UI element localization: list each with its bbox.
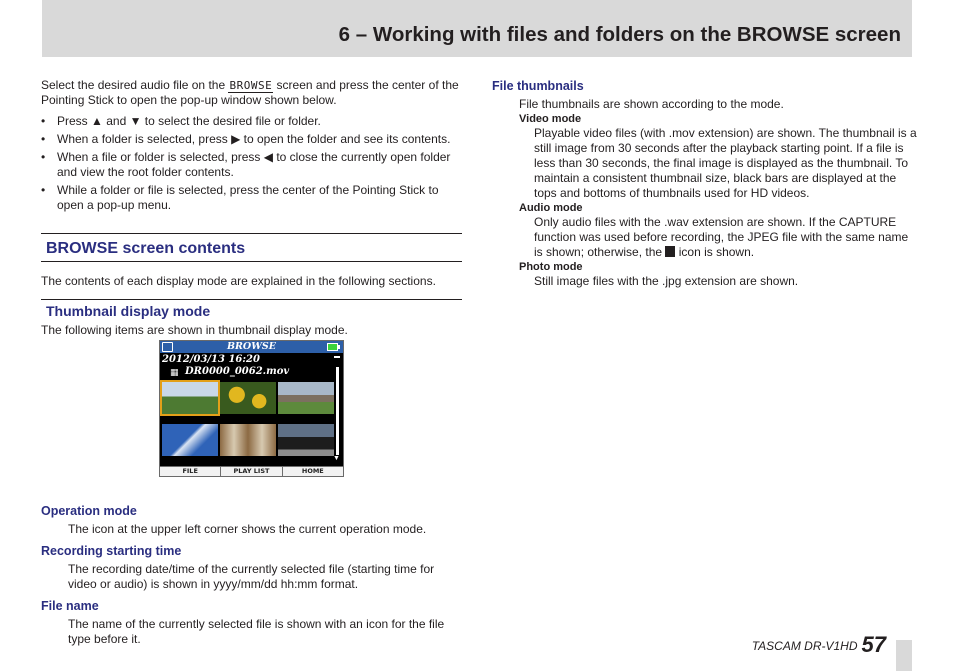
video-file-icon: ▦ xyxy=(170,367,179,377)
audio-mode-text: Only audio files with the .wav extension are shown. If the CAPTURE function was used before recording, the JPEG file with the same name is shown; otherwise, the icon is shown. xyxy=(534,215,909,259)
bullet-list xyxy=(41,114,462,213)
intro-paragraph: Select the desired audio file on the BROWSE screen and press the center of the Pointing Stick to open the pop-up window shown below. xyxy=(41,78,459,107)
operation-mode-text: The icon at the upper left corner shows the current operation mode. xyxy=(68,522,427,536)
scroll-top-marker xyxy=(334,356,340,358)
recording-date: 2012/03/13 16:20 xyxy=(162,354,260,365)
screen-title-bar xyxy=(160,341,343,353)
contents-paragraph: The contents of each display mode are explained in the following sections. xyxy=(41,274,436,288)
audio-file-icon xyxy=(665,246,675,257)
header-bar xyxy=(42,0,912,57)
list-item: • When a folder is selected, press ▶ to open the folder and see its contents. xyxy=(41,132,451,146)
list-item: • When a file or folder is selected, press ◀ to close the currently open folder and view the root folder contents. xyxy=(41,150,451,179)
file-thumbnails-intro: File thumbnails are shown according to the mode. xyxy=(519,97,784,111)
file-name-text: The name of the currently selected file is shown with an icon for the file type before it. xyxy=(68,617,445,646)
thumbnail-mode-heading: Thumbnail display mode xyxy=(41,299,462,320)
browse-contents-heading: BROWSE screen contents xyxy=(41,233,462,262)
battery-icon xyxy=(327,343,338,351)
home-button[interactable]: HOME xyxy=(283,467,343,476)
audio-mode-heading: Audio mode xyxy=(519,202,583,214)
photo-mode-heading: Photo mode xyxy=(519,261,583,273)
scrollbar[interactable] xyxy=(336,367,339,455)
file-name-heading: File name xyxy=(41,599,99,613)
selected-filename: DR0000_0062.mov xyxy=(185,366,290,377)
lcd-browse-label: BROWSE xyxy=(229,79,273,92)
list-item: • Press ▲ and ▼ to select the desired file or folder. xyxy=(41,114,321,128)
thumbnail-mode-paragraph: The following items are shown in thumbnail display mode. xyxy=(41,323,348,337)
thumbnail-car-street[interactable] xyxy=(278,424,334,456)
thumbnail-blue-sky[interactable] xyxy=(162,424,218,456)
thumbnail-building-lawn[interactable] xyxy=(278,382,334,414)
photo-mode-text: Still image files with the .jpg extension are shown. xyxy=(534,274,799,288)
thumbnail-group-people[interactable] xyxy=(220,424,276,456)
file-button[interactable]: FILE xyxy=(160,467,220,476)
recording-time-heading: Recording starting time xyxy=(41,544,182,558)
page-number: 57 xyxy=(861,632,886,657)
footer xyxy=(752,632,886,659)
file-thumbnails-heading: File thumbnails xyxy=(492,79,584,93)
footer-tab xyxy=(896,640,912,671)
browse-screen-illustration xyxy=(159,340,344,477)
screen-button-bar xyxy=(160,466,343,476)
footer-brand: TASCAM DR-V1HD xyxy=(751,639,858,653)
video-mode-text: Playable video files (with .mov extension) are shown. The thumbnail is a still image from 30 seconds after the playback starting point. If a file is less than 30 seconds, the final image is displayed as the thumbnail. To maintain a consistent thumbnail size, black bars are displayed at the tops and bottoms of thumbnails used for HD videos. xyxy=(534,126,917,200)
page-title: 6 – Working with files and folders on the BROWSE screen xyxy=(338,23,901,46)
list-item: • While a folder or file is selected, press the center of the Pointing Stick to open a pop-up menu. xyxy=(41,183,439,212)
left-column xyxy=(41,78,462,647)
play-list-button[interactable]: PLAY LIST xyxy=(221,467,281,476)
right-column xyxy=(492,78,917,289)
screen-title: BROWSE xyxy=(227,341,276,352)
thumbnail-farm-fence[interactable] xyxy=(162,382,218,414)
thumbnail-yellow-flowers[interactable] xyxy=(220,382,276,414)
scroll-down-arrow-icon: ▼ xyxy=(333,455,340,462)
video-mode-heading: Video mode xyxy=(519,113,582,125)
operation-mode-heading: Operation mode xyxy=(41,504,137,518)
recording-time-text: The recording date/time of the currently selected file (starting time for video or audio) is shown in yyyy/mm/dd hh:mm format. xyxy=(68,562,435,591)
